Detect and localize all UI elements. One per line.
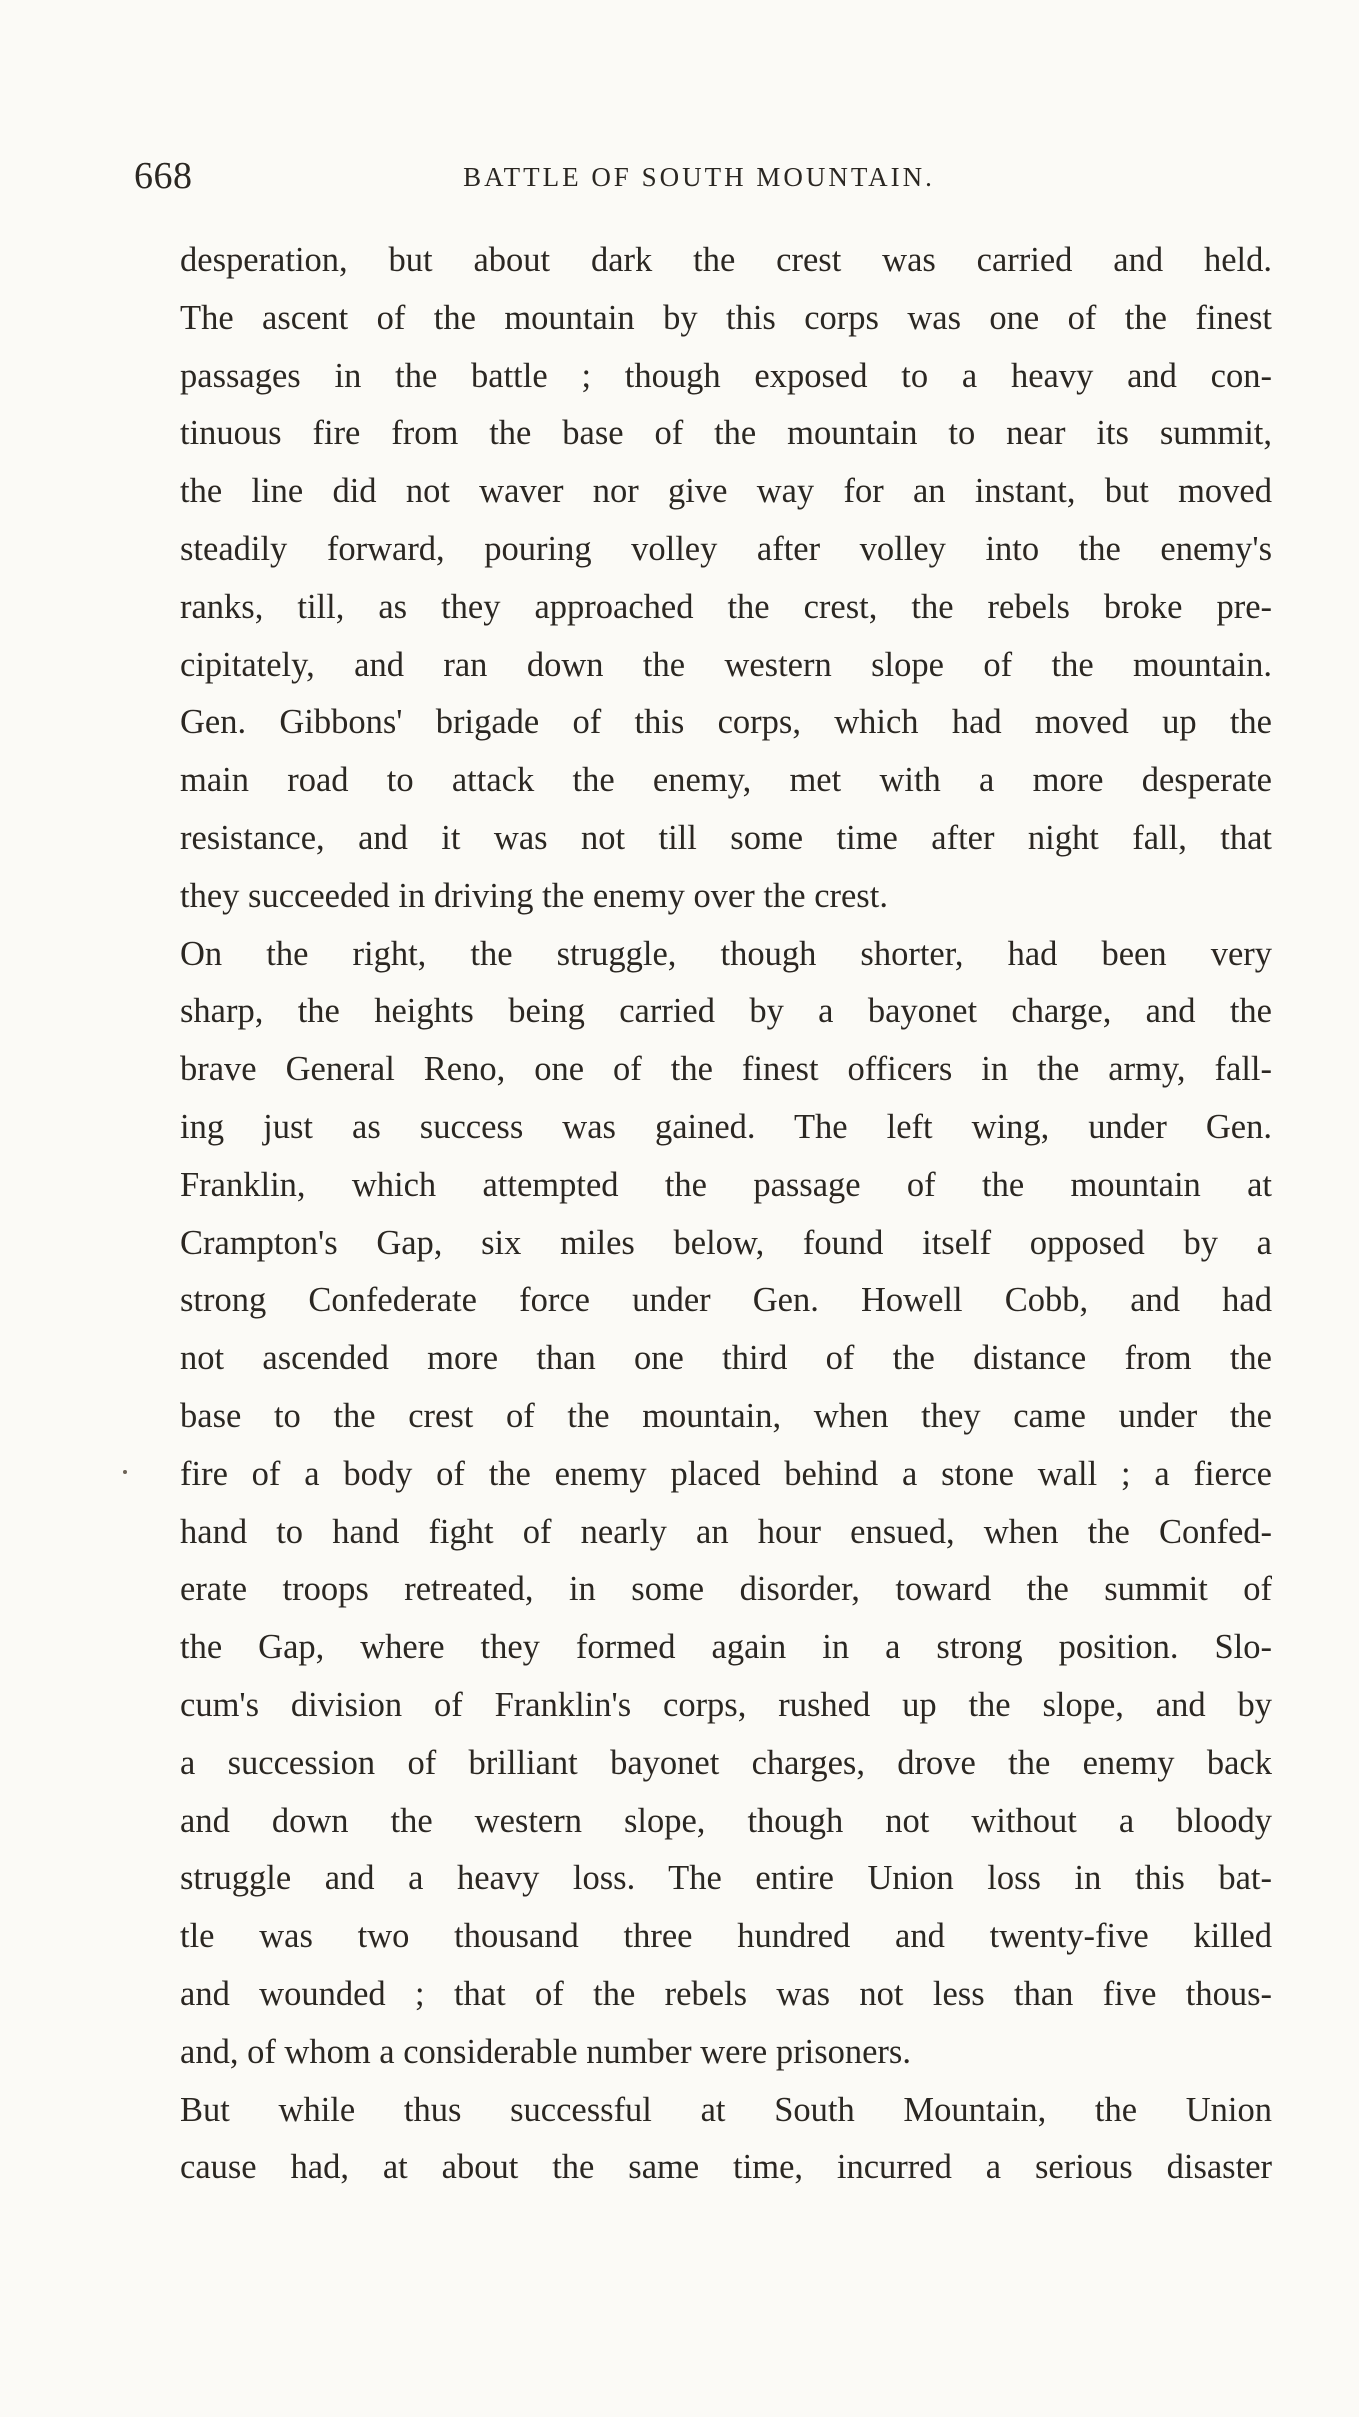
- text-line: But while thus successful at South Mountain, the Union: [180, 2090, 1272, 2129]
- body-text: [180, 232, 1272, 2197]
- text-line: cipitately, and ran down the western slope of the mountain.: [180, 645, 1272, 684]
- text-line: not ascended more than one third of the distance from the: [180, 1339, 1272, 1378]
- page-number: 668: [134, 155, 193, 197]
- paragraph-1: [180, 232, 1272, 926]
- text-line: resistance, and it was not till some time after night fall, that: [180, 818, 1272, 857]
- text-line: tinuous fire from the base of the mountain to near its summit,: [180, 414, 1272, 453]
- text-line: ranks, till, as they approached the crest, the rebels broke pre-: [180, 587, 1272, 626]
- text-line: a succession of brilliant bayonet charges, drove the enemy back: [180, 1743, 1272, 1782]
- text-line: sharp, the heights being carried by a bayonet charge, and the: [180, 992, 1272, 1031]
- text-line: hand to hand fight of nearly an hour ensued, when the Confed-: [180, 1512, 1272, 1551]
- text-line: On the right, the struggle, though shorter, had been very: [180, 934, 1272, 973]
- text-line: strong Confederate force under Gen. Howell Cobb, and had: [180, 1281, 1272, 1320]
- text-line: and wounded ; that of the rebels was not less than five thous-: [180, 1974, 1272, 2013]
- page-header: [134, 150, 1264, 210]
- text-line: cause had, at about the same time, incurred a serious disaster: [180, 2148, 1272, 2187]
- margin-mark: [123, 1470, 127, 1474]
- text-line: and down the western slope, though not without a bloody: [180, 1801, 1272, 1840]
- text-line: erate troops retreated, in some disorder, toward the summit of: [180, 1570, 1272, 1609]
- text-line: tle was two thousand three hundred and twenty-five killed: [180, 1917, 1272, 1956]
- text-line: Franklin, which attempted the passage of the mountain at: [180, 1165, 1272, 1204]
- text-line: steadily forward, pouring volley after volley into the enemy's: [180, 529, 1272, 568]
- text-line: the Gap, where they formed again in a strong position. Slo-: [180, 1628, 1272, 1667]
- text-line: the line did not waver nor give way for an instant, but moved: [180, 472, 1272, 511]
- text-line: desperation, but about dark the crest was carried and held.: [180, 241, 1272, 279]
- paragraph-2: [180, 926, 1272, 2082]
- text-line: they succeeded in driving the enemy over the crest.: [180, 876, 888, 915]
- text-line: passages in the battle ; though exposed to a heavy and con-: [180, 356, 1272, 395]
- text-line: struggle and a heavy loss. The entire Union loss in this bat-: [180, 1859, 1272, 1898]
- text-line: main road to attack the enemy, met with a more desperate: [180, 761, 1272, 800]
- text-line: brave General Reno, one of the finest officers in the army, fall-: [180, 1050, 1272, 1089]
- text-line: Gen. Gibbons' brigade of this corps, which had moved up the: [180, 703, 1272, 742]
- text-line: base to the crest of the mountain, when they came under the: [180, 1396, 1272, 1435]
- text-line: cum's division of Franklin's corps, rushed up the slope, and by: [180, 1685, 1272, 1724]
- text-line: fire of a body of the enemy placed behind a stone wall ; a fierce: [180, 1454, 1272, 1493]
- paragraph-3: [180, 2082, 1272, 2198]
- running-title: BATTLE OF SOUTH MOUNTAIN.: [463, 162, 935, 192]
- text-line: Crampton's Gap, six miles below, found itself opposed by a: [180, 1223, 1272, 1262]
- text-line: The ascent of the mountain by this corps was one of the finest: [180, 298, 1272, 337]
- text-line: ing just as success was gained. The left wing, under Gen.: [180, 1107, 1272, 1146]
- text-line: and, of whom a considerable number were prisoners.: [180, 2032, 911, 2071]
